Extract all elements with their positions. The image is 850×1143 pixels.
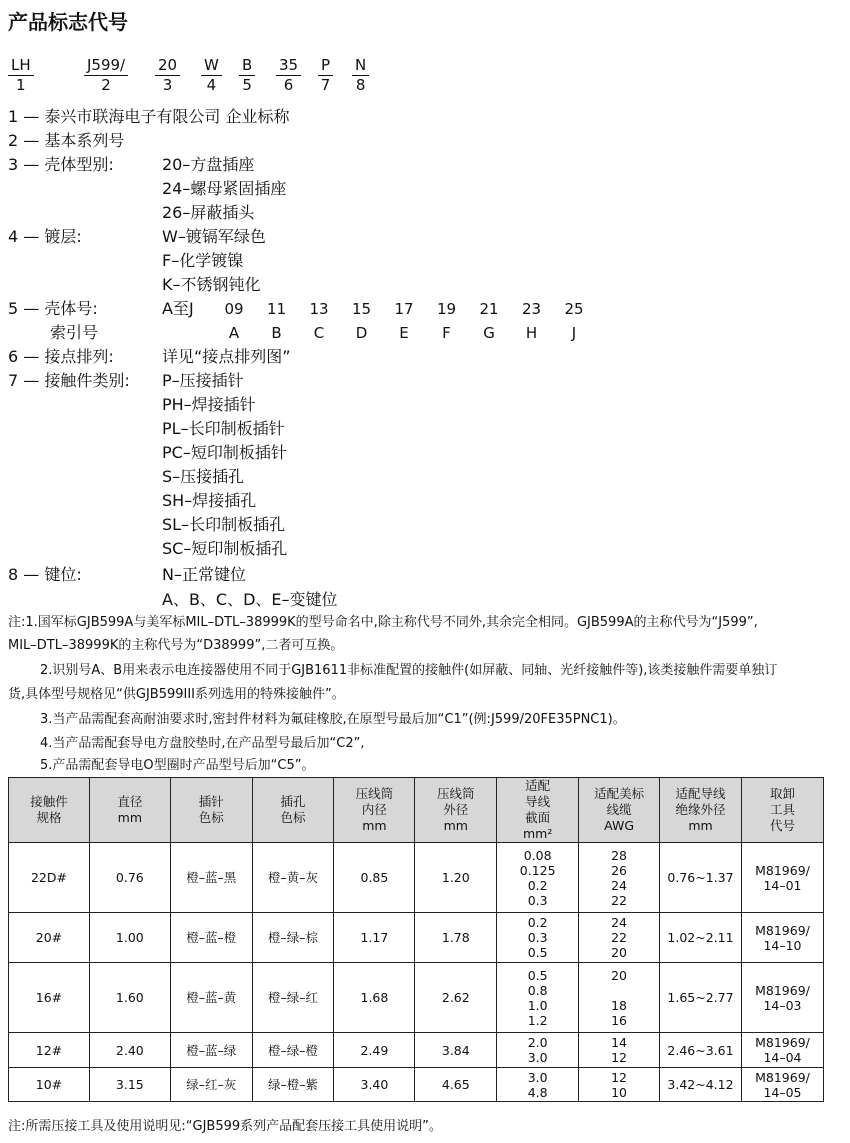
code-part [201,56,222,95]
cell-awg [579,963,660,1033]
contact-ph: PH–焊接插针 [162,395,256,414]
cell-outer: 4.65 [415,1068,497,1102]
code-part-number: 4 [206,76,217,94]
contact-sc: SC–短印制板插孔 [162,539,288,558]
header-line: 色标 [198,810,224,825]
cell-line: 14–01 [763,877,802,893]
cell-tool [741,1033,823,1068]
cell-line: 3.0 [527,1050,548,1065]
plating-f: F–化学镀镍 [162,251,244,270]
cell-dia: 3.15 [89,1068,170,1102]
header-line: mm [688,818,713,833]
shell-size-index: H [525,324,538,342]
header-line: mm [443,818,468,833]
cell-line: 22 [611,930,628,945]
cell-line: 16 [611,1012,628,1028]
shell-size-number: 09 [224,300,244,318]
table-header-cell [415,778,497,843]
cell-line: 0.2 [527,915,548,930]
code-part-number: 5 [242,76,252,94]
table-row [9,913,824,963]
note-2a: 2.识别号A、B用来表示电连接器使用不同于GJB1611非标准配置的接触件(如屏蔽、同轴、光纤接触件等),该类接触件需要单独订 [40,663,778,678]
contact-pl: PL–长印制板插针 [162,419,285,438]
table-header-cell [9,778,90,843]
table-header-cell [741,778,823,843]
cell-socket: 绿–橙–紫 [252,1068,334,1102]
cell-line: 20 [611,967,628,983]
cell-size: 20# [9,913,90,963]
contact-sl: SL–长印制板插孔 [162,515,286,534]
header-line: 取卸 [769,786,795,801]
cell-size: 10# [9,1068,90,1102]
code-part-number: 7 [320,76,331,94]
item-5: 5 — 壳体号: [8,299,98,318]
cell-outer: 2.62 [415,963,497,1033]
header-line: 色标 [280,810,306,825]
table-header-cell [252,778,334,843]
shell-type-24: 24–螺母紧固插座 [162,179,287,198]
cell-line: 1.2 [527,1012,548,1028]
item-5-index: 索引号 [50,323,99,342]
key-normal: N–正常键位 [162,565,246,584]
shell-type-26: 26–屏蔽插头 [162,203,255,222]
cell-inner: 1.68 [334,963,415,1033]
cell-line: 4.8 [527,1084,548,1100]
header-line: mm² [522,826,553,841]
table-row [9,843,824,913]
contact-pc: PC–短印制板插针 [162,443,287,462]
cell-line: 24 [611,915,628,930]
cell-pin: 橙–蓝–黄 [170,963,252,1033]
cell-socket: 橙–绿–橙 [252,1033,334,1068]
shell-size-number: 19 [436,300,457,318]
cell-line: 28 [611,847,628,863]
code-part-text: B [239,56,255,76]
cell-line: 18 [611,997,628,1013]
shell-size-number: 25 [564,300,584,318]
code-part [239,56,255,95]
header-line: 适配导线 [675,786,726,801]
footer-note: 注:所需压接工具及使用说明见:“GJB599系列产品配套压接工具使用说明”。 [8,1119,442,1134]
shell-type-20: 20–方盘插座 [162,155,255,174]
shell-size-index: G [483,324,495,342]
header-line: 压线筒 [355,786,394,801]
contact-spec-table [8,777,824,1102]
item-1: 1 — 泰兴市联海电子有限公司 企业标称 [8,107,290,126]
cell-line: 12 [611,1050,628,1065]
cell-awg [579,1033,660,1068]
header-line: 接触件 [30,794,68,809]
cell-size: 16# [9,963,90,1033]
item-2: 2 — 基本系列号 [8,131,125,150]
cell-size: 22D# [9,843,90,913]
item-4: 4 — 镀层: [8,227,82,246]
cell-line: 0.5 [527,967,548,983]
cell-line: 2.0 [527,1035,548,1050]
cell-sect [497,843,579,913]
cell-inner: 1.17 [334,913,415,963]
code-part-text: J599/ [84,56,128,76]
code-part-text: LH [8,56,34,76]
cell-socket: 橙–绿–红 [252,963,334,1033]
cell-line: 0.3 [527,892,548,908]
table-row [9,963,824,1033]
cell-dia: 0.76 [89,843,170,913]
shell-size-number: 17 [394,300,414,318]
item-3: 3 — 壳体型别: [8,155,114,174]
header-line: 内径 [361,802,387,817]
note-5: 5.产品需配套导电O型圈时产品型号后加“C5”。 [40,758,315,773]
cell-pin: 橙–蓝–橙 [170,913,252,963]
cell-outer: 3.84 [415,1033,497,1068]
cell-line: 26 [611,862,628,878]
cell-awg [579,843,660,913]
cell-line: 14 [611,1035,628,1050]
key-alt: A、B、C、D、E–变键位 [162,590,338,609]
plating-w: W–镀镉军绿色 [162,227,266,246]
cell-size: 12# [9,1033,90,1068]
code-part [276,56,301,95]
page-title: 产品标志代号 [8,10,128,34]
shell-size-number: 23 [521,300,542,318]
contact-sh: SH–焊接插孔 [162,491,257,510]
cell-pin: 橙–蓝–绿 [170,1033,252,1068]
cell-line: 1.0 [527,997,548,1013]
code-part [155,56,180,95]
item-7: 7 — 接触件类别: [8,371,130,390]
header-line: 适配 [525,778,551,793]
cell-tool [741,913,823,963]
table-header-cell [579,778,660,843]
cell-tool [741,1068,823,1102]
header-line: 绝缘外径 [675,802,726,817]
cell-sect [497,1033,579,1068]
cell-socket: 橙–绿–棕 [252,913,334,963]
cell-awg [579,1068,660,1102]
cell-socket: 橙–黄–灰 [252,843,334,913]
item-6: 6 — 接点排列: [8,347,114,366]
code-part [352,56,369,95]
code-part-number: 1 [16,76,26,94]
cell-line: M81969/ [755,862,810,878]
code-part-text: N [352,56,369,76]
shell-size-number: 13 [309,300,329,318]
cell-line: 0.3 [527,930,548,945]
item-8: 8 — 键位: [8,565,82,584]
header-line: 线缆 [606,802,632,817]
shell-size-index: E [399,324,409,342]
contact-s: S–压接插孔 [162,467,245,486]
table-body [9,843,824,1102]
cell-sect [497,1068,579,1102]
cell-tool [741,963,823,1033]
cell-line: M81969/ [755,922,810,938]
cell-outer: 1.78 [415,913,497,963]
cell-dia: 1.60 [89,963,170,1033]
shell-size-index: D [355,324,368,342]
shell-size-index: F [442,324,451,342]
cell-line: 12 [611,1069,628,1085]
cell-line: 22 [611,892,628,908]
code-part-text: 20 [155,56,180,76]
table-header-row [9,778,824,843]
shell-size-index: B [271,324,282,342]
code-part [318,56,333,95]
shell-size-index: C [313,324,325,342]
cell-ins: 3.42~4.12 [660,1068,742,1102]
table-header-cell [334,778,415,843]
shell-size-number: 15 [351,300,372,318]
header-line: 适配美标 [594,786,645,801]
cell-line: 14–03 [763,997,802,1013]
code-part-text: 35 [276,56,301,76]
header-line: 压线筒 [437,786,475,801]
cell-line: 0.5 [527,945,548,960]
cell-line: 0.2 [527,877,548,893]
header-line: 插针 [198,794,224,809]
header-line: 外径 [443,802,469,817]
shell-size-number: 21 [479,300,499,318]
plating-k: K–不锈钢钝化 [162,275,261,294]
cell-inner: 0.85 [334,843,415,913]
note-1b: MIL–DTL–38999K的主称代号为“D38999”,二者可互换。 [8,638,344,653]
cell-line: 14–04 [763,1050,802,1065]
table-row [9,1068,824,1102]
cell-outer: 1.20 [415,843,497,913]
cell-inner: 3.40 [334,1068,415,1102]
shell-size-index: A [228,324,240,342]
cell-ins: 2.46~3.61 [660,1033,742,1068]
table-header-cell [660,778,742,843]
cell-line: 3.0 [527,1069,548,1085]
code-part-number: 8 [355,76,366,94]
cell-sect [497,963,579,1033]
contact-p: P–压接插针 [162,371,244,390]
cell-sect [497,913,579,963]
header-line: 截面 [525,810,551,825]
note-2b: 货,具体型号规格见“供GJB599III系列选用的特殊接触件”。 [8,687,345,702]
header-line: AWG [604,818,635,833]
header-line: mm [117,810,142,825]
cell-pin: 橙–蓝–黑 [170,843,252,913]
cell-line: 0.08 [523,847,552,863]
table-row [9,1033,824,1068]
cell-line: M81969/ [755,982,810,998]
table-header-cell [89,778,170,843]
cell-tool [741,843,823,913]
table-header-cell [170,778,252,843]
table-header-cell [497,778,579,843]
cell-pin: 绿–红–灰 [170,1068,252,1102]
cell-line: 10 [611,1084,628,1100]
header-line: 规格 [36,810,62,825]
shell-size-index: J [571,324,577,342]
cell-ins: 1.65~2.77 [660,963,742,1033]
cell-line: 0.125 [519,862,556,878]
code-part-number: 3 [162,76,173,94]
cell-ins: 0.76~1.37 [660,843,742,913]
cell-dia: 2.40 [89,1033,170,1068]
header-line: 代号 [769,818,795,833]
note-1a: 注:1.国军标GJB599A与美军标MIL–DTL–38999K的型号命名中,除主称代号不同外,其余完全相同。GJB599A的主称代号为“J599”, [8,615,758,630]
cell-line: 24 [611,877,628,893]
cell-line: 20 [611,945,628,960]
header-line: 工具 [769,802,795,817]
contact-layout-ref: 详见“接点排列图” [162,347,291,366]
code-part-text: P [318,56,333,76]
code-part-text: W [201,56,222,76]
cell-inner: 2.49 [334,1033,415,1068]
cell-line: 14–05 [763,1084,802,1100]
code-part-number: 2 [101,76,111,94]
cell-line: 14–10 [763,937,802,953]
note-3: 3.当产品需配套高耐油要求时,密封件材料为氟硅橡胶,在原型号最后加“C1”(例:J599/20FE35PNC1)。 [40,712,626,727]
cell-line: 0.8 [527,982,548,998]
code-part [8,56,34,95]
note-4: 4.当产品需配套导电方盘胶垫时,在产品型号最后加“C2”, [40,736,365,751]
header-line: 直径 [117,794,143,809]
cell-line [579,983,659,998]
header-line: 导线 [525,794,551,809]
shell-size-number: 11 [266,300,287,318]
header-line: mm [362,818,387,833]
code-part [84,56,128,95]
header-line: 插孔 [280,794,306,809]
cell-line: M81969/ [755,1069,810,1085]
cell-ins: 1.02~2.11 [660,913,742,963]
shell-range: A至J [162,299,194,318]
cell-dia: 1.00 [89,913,170,963]
cell-awg [579,913,660,963]
code-part-number: 6 [283,76,294,94]
cell-line: M81969/ [755,1035,810,1050]
